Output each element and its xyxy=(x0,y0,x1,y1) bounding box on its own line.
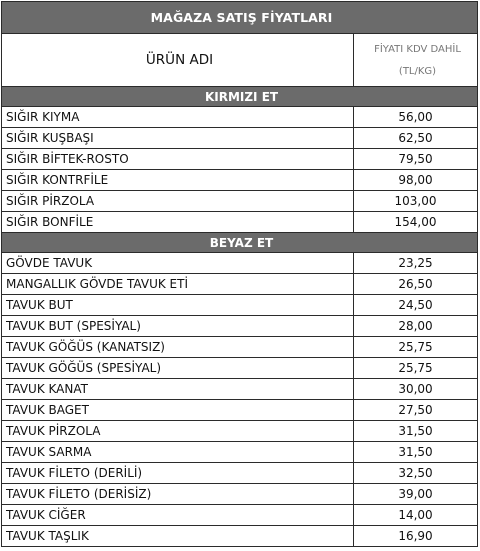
section-title: BEYAZ ET xyxy=(2,233,478,253)
table-row xyxy=(2,295,478,316)
table-row xyxy=(2,149,478,170)
product-name: TAVUK GÖĞÜS (KANATSIZ) xyxy=(2,337,354,358)
product-price: 25,75 xyxy=(354,358,478,379)
product-name: SIĞIR PİRZOLA xyxy=(2,191,354,212)
price-table xyxy=(1,1,478,547)
product-name: MANGALLIK GÖVDE TAVUK ETİ xyxy=(2,274,354,295)
product-price: 56,00 xyxy=(354,107,478,128)
product-price: 28,00 xyxy=(354,316,478,337)
section-title: KIRMIZI ET xyxy=(2,87,478,107)
table-title: MAĞAZA SATIŞ FİYATLARI xyxy=(2,2,478,34)
product-price: 31,50 xyxy=(354,442,478,463)
product-price: 27,50 xyxy=(354,400,478,421)
product-price: 98,00 xyxy=(354,170,478,191)
product-name: TAVUK GÖĞÜS (SPESİYAL) xyxy=(2,358,354,379)
table-row xyxy=(2,316,478,337)
table-row xyxy=(2,358,478,379)
section-header-row xyxy=(2,87,478,107)
product-name: TAVUK KANAT xyxy=(2,379,354,400)
product-price: 24,50 xyxy=(354,295,478,316)
table-row xyxy=(2,253,478,274)
product-price: 25,75 xyxy=(354,337,478,358)
price-header-line1: FİYATI KDV DAHİL xyxy=(374,44,461,55)
table-row xyxy=(2,170,478,191)
table-row xyxy=(2,442,478,463)
table-row xyxy=(2,212,478,233)
product-header: ÜRÜN ADI xyxy=(2,34,354,87)
product-price: 62,50 xyxy=(354,128,478,149)
table-title-row xyxy=(2,2,478,34)
product-price: 79,50 xyxy=(354,149,478,170)
product-name: SIĞIR KUŞBAŞI xyxy=(2,128,354,149)
product-name: TAVUK PİRZOLA xyxy=(2,421,354,442)
product-name: SIĞIR KIYMA xyxy=(2,107,354,128)
table-row xyxy=(2,400,478,421)
product-name: SIĞIR KONTRFİLE xyxy=(2,170,354,191)
product-name: TAVUK FİLETO (DERİSİZ) xyxy=(2,484,354,505)
table-row xyxy=(2,337,478,358)
table-row xyxy=(2,274,478,295)
price-header xyxy=(354,34,478,87)
product-name: TAVUK FİLETO (DERİLİ) xyxy=(2,463,354,484)
product-price: 14,00 xyxy=(354,505,478,526)
product-name: SIĞIR BONFİLE xyxy=(2,212,354,233)
product-price: 26,50 xyxy=(354,274,478,295)
table-row xyxy=(2,463,478,484)
product-name: TAVUK TAŞLIK xyxy=(2,526,354,547)
table-row xyxy=(2,484,478,505)
product-price: 103,00 xyxy=(354,191,478,212)
table-row xyxy=(2,421,478,442)
price-sheet xyxy=(1,1,477,547)
product-price: 32,50 xyxy=(354,463,478,484)
product-name: TAVUK BUT xyxy=(2,295,354,316)
table-row xyxy=(2,128,478,149)
product-name: TAVUK BAGET xyxy=(2,400,354,421)
table-row xyxy=(2,505,478,526)
product-name: TAVUK BUT (SPESİYAL) xyxy=(2,316,354,337)
product-name: TAVUK CİĞER xyxy=(2,505,354,526)
product-price: 16,90 xyxy=(354,526,478,547)
table-row xyxy=(2,379,478,400)
product-price: 30,00 xyxy=(354,379,478,400)
table-row xyxy=(2,107,478,128)
price-header-line2: (TL/KG) xyxy=(398,66,437,77)
product-name: TAVUK SARMA xyxy=(2,442,354,463)
product-price: 23,25 xyxy=(354,253,478,274)
product-name: GÖVDE TAVUK xyxy=(2,253,354,274)
header-row xyxy=(2,34,478,87)
product-price: 39,00 xyxy=(354,484,478,505)
table-row xyxy=(2,191,478,212)
product-price: 154,00 xyxy=(354,212,478,233)
product-price: 31,50 xyxy=(354,421,478,442)
section-header-row xyxy=(2,233,478,253)
table-row xyxy=(2,526,478,547)
product-name: SIĞIR BİFTEK-ROSTO xyxy=(2,149,354,170)
